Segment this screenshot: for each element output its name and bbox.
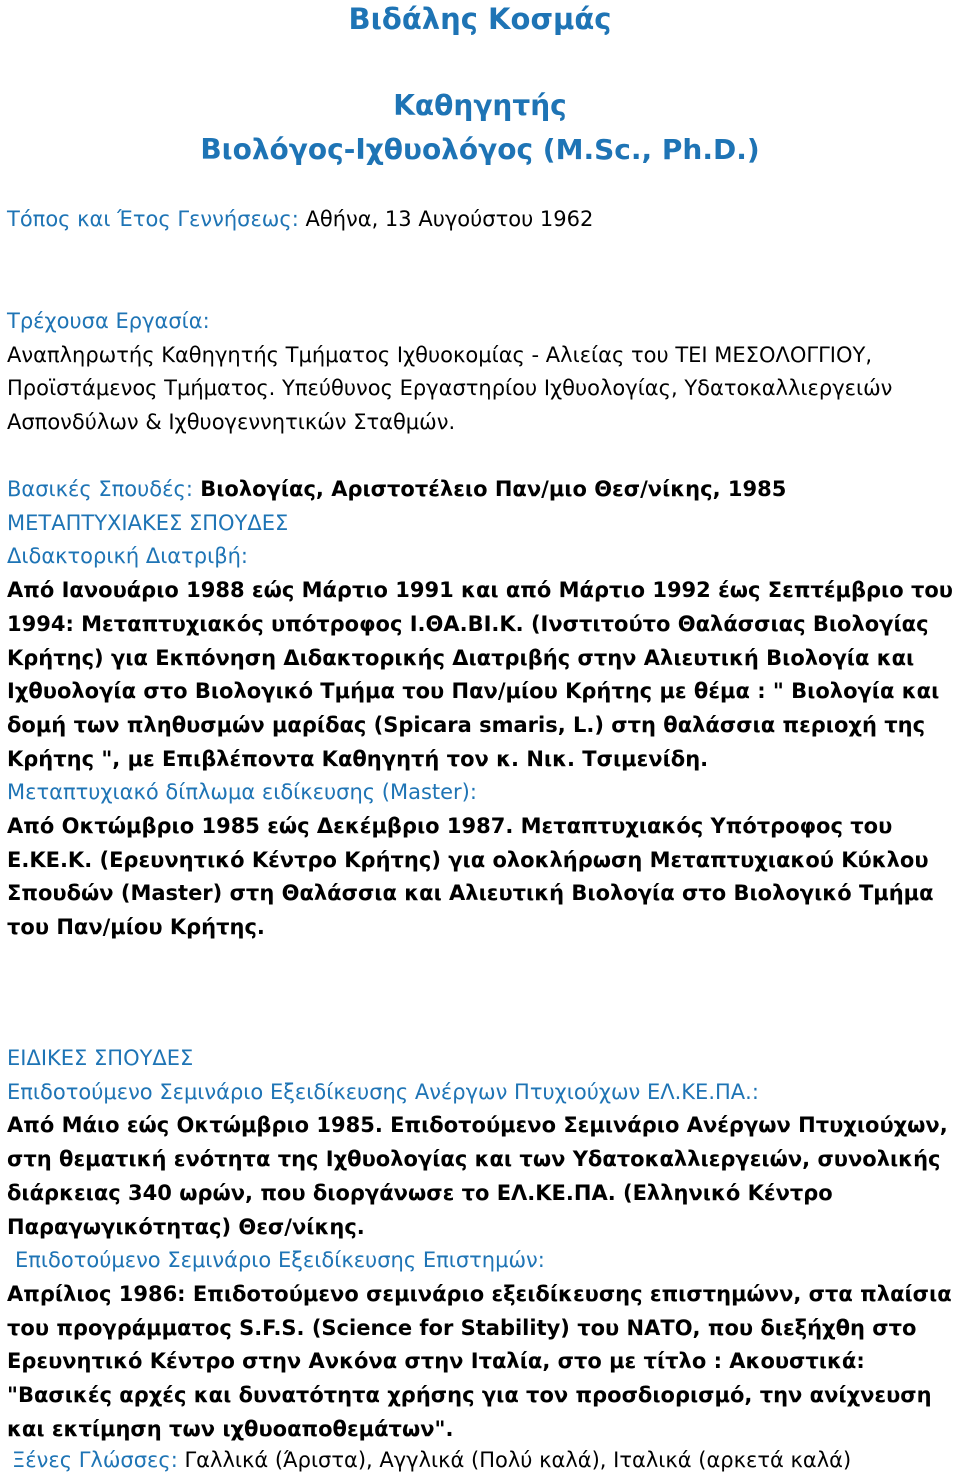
- current-work-label: Τρέχουσα Εργασία:: [7, 309, 210, 333]
- basic-studies-label: Βασικές Σπουδές:: [7, 477, 193, 501]
- person-name: Βιδάλης Κοσμάς: [348, 2, 612, 36]
- birth-line: [7, 204, 593, 234]
- seminar1-text: Από Μάιο εώς Οκτώμβριο 1985. Επιδοτούμενο Σεμινάριο Ανέργων Πτυχιούχων, στη θεματική ενότητα της Ιχθυολογίας και των Υδατοκαλλιεργειών, συνολικής διάρκειας 340 ωρών, που διοργάνωσε το ΕΛ.ΚΕ.ΠΑ. (Ελληνικό Κέντρο Παραγωγικότητας) Θεσ/νίκης.: [7, 1113, 948, 1239]
- phd-label: Διδακτορική Διατριβή:: [7, 544, 249, 569]
- languages-line: [12, 1444, 960, 1478]
- languages-value: Γαλλικά (Άριστα), Αγγλικά (Πολύ καλά), Ιταλικά (αρκετά καλά): [184, 1448, 852, 1472]
- special-studies-section: [7, 1042, 955, 1446]
- education-section: [7, 473, 955, 945]
- birth-label: Τόπος και Έτος Γεννήσεως:: [7, 207, 299, 231]
- seminar2-label: Επιδοτούμενο Σεμινάριο Εξειδίκευσης Επιστημών:: [15, 1248, 545, 1273]
- phd-text: Από Ιανουάριο 1988 εώς Μάρτιο 1991 και από Μάρτιο 1992 έως Σεπτέμβριο του 1994: Μεταπτυχιακός υπότροφος Ι.ΘΑ.ΒΙ.Κ. (Ινστιτούτο Θαλάσσιας Βιολογίας Κρήτης) για Εκπόνηση Διδακτορικής Διατριβής στην Αλιευτική Βιολογία και Ιχθυολογία στο Βιολογικό Τμήμα του Παν/μίου Κρήτης με θέμα : " Βιολογία και δομή των πληθυσμών μαρίδας (Spicara smaris, L.) στη θαλάσσια περιοχή της Κρήτης ", με Επιβλέποντα Καθηγητή τον κ. Νικ. Τσιμενίδη.: [7, 578, 953, 771]
- seminar2-text: Απρίλιος 1986: Επιδοτούμενο σεμινάριο εξειδίκευσης επιστημώνν, στα πλαίσια του προγράμματος S.F.S. (Science for Stability) του ΝΑΤΟ, που διεξήχθη στο Ερευνητικό Κέντρο στην Ανκόνα στην Ιταλία, στο με τίτλο : Ακουστικά: "Βασικές αρχές και δυνατότητα χρήσης για τον προσδιορισμό, την ανίχνευση και εκτίμηση των ιχθυοαποθεμάτων".: [7, 1281, 952, 1441]
- specialty: Βιολόγος-Ιχθυολόγος (M.Sc., Ph.D.): [200, 133, 760, 166]
- current-work-value: Αναπληρωτής Καθηγητής Τμήματος Ιχθυοκομίας - Αλιείας του ΤΕΙ ΜΕΣΟΛΟΓΓΙΟΥ, Προϊστάμενος Τμήματος. Υπεύθυνος Εργαστηρίου Ιχθυολογίας, Υδατοκαλλιεργειών Ασπονδύλων & Ιχθυογεννητικών Σταθμών.: [7, 342, 893, 435]
- special-heading: ΕΙΔΙΚΕΣ ΣΠΟΥΔΕΣ: [7, 1046, 194, 1070]
- seminar1-label: Επιδοτούμενο Σεμινάριο Εξειδίκευσης Ανέργων Πτυχιούχων ΕΛ.ΚΕ.ΠΑ.:: [7, 1079, 759, 1104]
- current-work-section: [7, 305, 955, 440]
- academic-title: Καθηγητής: [393, 89, 567, 122]
- master-text: Από Οκτώμβριο 1985 εώς Δεκέμβριο 1987. Μεταπτυχιακός Υπότροφος του Ε.ΚΕ.Κ. (Ερευνητικό Κέντρο Κρήτης) για ολοκλήρωση Μεταπτυχιακού Κύκλου Σπουδών (Master) στη Θαλάσσια και Αλιευτική Βιολογία στο Βιολογικό Τμήμα του Παν/μίου Κρήτης.: [7, 814, 934, 940]
- birth-value: Αθήνα, 13 Αυγούστου 1962: [305, 207, 594, 231]
- languages-label: Ξένες Γλώσσες:: [12, 1448, 178, 1472]
- postgrad-heading: ΜΕΤΑΠΤΥΧΙΑΚΕΣ ΣΠΟΥΔΕΣ: [7, 510, 289, 535]
- basic-studies-value: Βιολογίας, Αριστοτέλειο Παν/μιο Θεσ/νίκης, 1985: [200, 477, 787, 501]
- master-label: Μεταπτυχιακό δίπλωμα ειδίκευσης (Master):: [7, 780, 477, 805]
